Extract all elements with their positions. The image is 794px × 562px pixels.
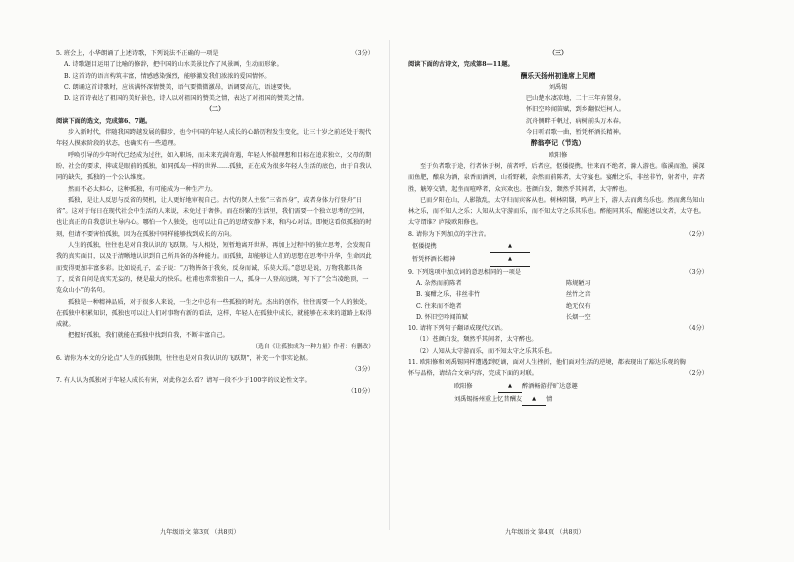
section-2-heading: （二） xyxy=(205,106,225,114)
q9-option-a: A. 杂然而前陈者 xyxy=(416,279,462,287)
question-6-score: （3分） xyxy=(351,366,374,374)
question-10 xyxy=(408,323,708,334)
q9-option-c-compare: 绝无仅有 xyxy=(566,302,591,310)
passage-paragraph: 呼唤引导的少年时代已经成为过往，如入职场，而未来充满奇遇，年轻人怀揣理想和目标在追求独立，父母的期盼、社会的要求，抑或是眼前的孤独，如同孤岛一样的世界……孤独，正在成为很多年轻人生活的底色，由于自我认同的缺失，孤独的一个公认维度。 xyxy=(56,151,372,182)
question-7-score: （10分） xyxy=(347,388,374,396)
page-divider xyxy=(389,40,390,530)
couplet-row xyxy=(454,393,708,406)
q5-option-b: B. 这首诗的语言构筑丰富，情感感染强烈，能够激发我们浓浓的爱国情怀。 xyxy=(64,72,271,80)
q9-option-a-compare: 陈规陋习 xyxy=(566,279,591,287)
couplet-row xyxy=(454,380,708,393)
couplet-person: 欧阳修 xyxy=(454,382,473,390)
q9-option-b: B. 宴酣之乐，非丝非竹 xyxy=(416,291,481,299)
question-11-stem: 11. 欧阳修和刘禹锡同样遭遇到贬谪，面对人生挫折，他们面对生活的逆境，都表现出了豁达乐观的胸怀与品格，请结合文章内容，完成下面的对联。 xyxy=(408,359,686,378)
passage-paragraph: 然而不必太担心，这种孤独，有可能成为一种生产力。 xyxy=(68,185,217,193)
question-9-stem: 9. 下列选项中加点词的意思相同的一项是 xyxy=(408,268,522,276)
q11-couplet xyxy=(408,380,708,407)
right-page xyxy=(408,48,708,518)
q9-option-c: C. 往来而不绝者 xyxy=(416,302,462,310)
couplet-text: 刘禹锡扬州重上忆昔酬友 xyxy=(454,395,523,403)
q10-item-2: （2）人知从太守游而乐，而不知太守之乐其乐也。 xyxy=(416,347,557,355)
passage-paragraph: 孤独，是让人反思与反省的契机，让人更好地审视自己。古代的贤人主张“三省吾身”，或者身体力行登舟“日省”。这对于每日在现代社会中生活的人来说，未免过于奢侈。而在纷繁的生活里，我们需要一个独立思考的空间，也让真正的自我意识主导内心。哪怕一个人独处，也可以让自己的思绪安静下来，和内心对话。即便这看似孤独的时刻，但请不要害怕孤独，因为在孤独中同样能够找到成长的方向。 xyxy=(56,196,372,238)
poem-line: 怀旧空吟闻笛赋，到乡翻似烂柯人。 xyxy=(526,106,625,114)
q10-item-1: （1）苍颜白发，颓然乎其间者，太守醉也。 xyxy=(416,336,538,344)
poem-line: 今日听君歌一曲，暂凭杯酒长精神。 xyxy=(526,129,625,137)
question-5-stem: 5. 班会上，小华朗诵了上述诗歌，下列说法不正确的一项是 xyxy=(56,50,219,57)
triangle-marker-icon: ▲ xyxy=(508,243,512,250)
question-7-stem: 7. 有人认为孤独对于年轻人成长有害，对此你怎么看？请写一段不少于100字的议论性文字。 xyxy=(56,377,311,385)
right-footer: 九年级语文 第4页 （共8页） xyxy=(505,529,585,536)
q5-option-c: C. 朗诵这首诗歌时，应该满怀深情赞美，语气要微微激昂，语调要高亢，语速要快。 xyxy=(64,83,296,91)
passage-2-intro: 阅读下面的选文，完成第6、7题。 xyxy=(56,117,152,125)
question-5-score: （3分） xyxy=(351,50,374,57)
poem-line: 沉舟侧畔千帆过，病树前头万木春。 xyxy=(526,117,625,125)
question-6 xyxy=(56,353,374,374)
essay-paragraph: 已而夕阳在山，人影散乱，太守归而宾客从也。树林阴翳，鸣声上下，游人去而禽鸟乐也。然而禽鸟知山林之乐，而不知人之乐；人知从太守游而乐，而不知太守之乐其乐也。醉能同其乐，醒能述以文者，太守也。太守谓谁？庐陵欧阳修也。 xyxy=(408,196,705,227)
q9-option-d-compare: 长烟一空 xyxy=(566,313,591,321)
couplet-text-end: 情 xyxy=(546,395,553,403)
triangle-marker-icon: ▲ xyxy=(532,395,537,402)
passage-paragraph: 步入新时代，伴随我国跨越发展的脚步，也令中国的年轻人成长的心路历程发生变化，让三十岁之前还处于现代年轻人摸索阶段的状态，也确实有一些道理。 xyxy=(56,129,372,148)
question-10-stem: 10. 请将下列句子翻译成现代汉语。 xyxy=(408,325,507,333)
passage-paragraph: 人生的孤独，往往也是对自我认识的飞跃期。与人相处，短暂地离开世界，再加上过程中的独立思考，会发现自我的真实面目，以及于清晰地认识到自己所具备的各种能力。而孤独，却能够让人们的思想在思考中升华，生命因此而变得更加丰富多彩。比如说孔子，孟子说：“万物皆备于我矣，反身而诚，乐莫大焉。”意思是说，万物我都具备了，反省自问是真实无妄的，便是最大的快乐。杜甫也常常独自一人，孤身一人登高远眺，写下了“会当凌绝顶，一览众山小”的名句。 xyxy=(56,242,372,295)
q9-options xyxy=(408,278,708,323)
q8-item xyxy=(408,253,708,266)
section-3-heading: （三） xyxy=(548,50,568,57)
question-8-stem: 8. 请你为下列加点的字注音。 xyxy=(408,230,491,238)
essay-paragraph: 至于负者歌于途，行者休于树，前者呼，后者应，伛偻提携，往来而不绝者，滁人游也。临溪而渔，溪深而鱼肥，酿泉为酒，泉香而酒洌，山肴野蔌，杂然而前陈者，太守宴也。宴酣之乐，非丝非竹，射者中，弈者胜，觥筹交错，起坐而喧哗者，众宾欢也。苍颜白发，颓然乎其间者，太守醉也。 xyxy=(408,162,705,193)
question-9 xyxy=(408,267,708,278)
q8-word: 伛偻提携 xyxy=(412,243,437,251)
question-11 xyxy=(408,357,708,380)
question-5 xyxy=(56,48,374,59)
question-10-score: （4分） xyxy=(685,325,708,333)
answer-blank[interactable] xyxy=(498,380,522,393)
passage-paragraph: 孤独是一种精神品质，对于很多人来说，一生之中总有一些孤独的时光。杰出的创作，往往需要一个人的独处，在孤独中积累知识，孤独也可以让人们对事物有新的看法，这样，年轻人在孤独中成长，就能够在未来的道路上取得成就。 xyxy=(56,298,372,329)
answer-blank[interactable] xyxy=(490,253,530,266)
left-footer: 九年级语文 第3页 （共8页） xyxy=(160,529,240,536)
poem-line: 巴山楚水凄凉地，二十三年弃置身。 xyxy=(526,95,625,103)
q5-option-a: A. 诗歌题目运用了比喻的修辞，把中国的山水美景比作了风景画，生动而形象。 xyxy=(64,61,283,69)
question-9-score: （3分） xyxy=(685,268,708,276)
left-page xyxy=(56,48,374,518)
triangle-marker-icon: ▲ xyxy=(508,256,512,263)
question-8-score: （2分） xyxy=(685,230,708,238)
q9-option-d: D. 怀旧空吟闻笛赋 xyxy=(416,313,468,321)
q8-word: 暂凭杯酒长精神 xyxy=(412,256,456,264)
answer-blank[interactable] xyxy=(522,393,546,406)
poem-title: 酬乐天扬州初逢席上见赠 xyxy=(520,71,596,80)
couplet-text: 醉酒畅游抒旷达意趣 xyxy=(522,382,578,390)
question-7 xyxy=(56,375,374,396)
passage-citation: （选自《让孤独成为一种力量》作者：有删改） xyxy=(252,343,374,350)
q8-item xyxy=(408,240,708,253)
question-11-score: （2分） xyxy=(685,370,708,378)
answer-blank[interactable] xyxy=(490,240,530,253)
question-8 xyxy=(408,229,708,240)
essay-title: 醉翁亭记（节选） xyxy=(530,139,586,148)
question-6-stem: 6. 请你为本文的分论点“人生的孤独期，往往也是对自我认识的飞跃期”，补充一个事实论据。 xyxy=(56,355,312,363)
passage-3-intro: 阅读下面的古诗文，完成第8—11题。 xyxy=(408,61,514,69)
triangle-marker-icon: ▲ xyxy=(508,382,512,389)
q9-option-b-compare: 丝竹之音 xyxy=(566,291,591,299)
poem-author: 刘禹锡 xyxy=(548,83,568,91)
passage-paragraph: 把握好孤独，我们就能在孤独中找到自我，不断丰富自己。 xyxy=(68,332,229,340)
q5-option-d: D. 这首诗表达了祖国的美好景色，诗人以对祖国的赞美之情，表达了对祖国的赞美之情。 xyxy=(64,95,308,103)
essay-author: 欧阳修 xyxy=(548,151,568,159)
